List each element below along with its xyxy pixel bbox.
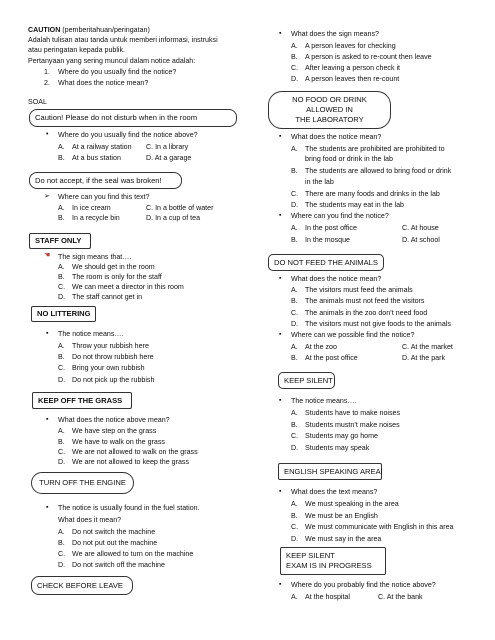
option: We must speaking in the area bbox=[305, 500, 399, 508]
option-letter: C. bbox=[58, 448, 66, 456]
option-letter: C. bbox=[291, 432, 299, 440]
option-letter: C. bbox=[291, 523, 299, 531]
question: The notice means…. bbox=[291, 397, 357, 405]
option-letter: B. bbox=[58, 214, 65, 222]
notice-box-no-littering: NO LITTERING bbox=[31, 306, 96, 322]
square-bullet-icon: ▪ bbox=[279, 133, 282, 140]
option: The students are allowed to bring food or drink bbox=[305, 167, 452, 175]
intro-item: What does the notice mean? bbox=[58, 79, 149, 87]
option-letter: C. bbox=[58, 283, 66, 291]
question: Where can you find the notice? bbox=[291, 212, 389, 220]
square-bullet-icon: ▪ bbox=[279, 30, 282, 37]
question: What does the notice mean? bbox=[291, 133, 382, 141]
option-letter: A. bbox=[58, 143, 65, 151]
square-bullet-icon: ▪ bbox=[46, 416, 49, 423]
option-letter: A. bbox=[58, 263, 65, 271]
intro-item-number: 1. bbox=[44, 68, 50, 76]
option: The animals must not feed the visitors bbox=[305, 297, 425, 305]
option: In a recycle bin bbox=[72, 214, 120, 222]
option-letter: B. bbox=[291, 167, 298, 175]
option-letter: D. bbox=[291, 444, 299, 452]
notice-box-turn-off-engine: TURN OFF THE ENGINE bbox=[31, 472, 134, 494]
option-letter: A. bbox=[291, 500, 298, 508]
intro-title-rest: (pemberitahuan/peringatan) bbox=[60, 26, 150, 34]
option: We must say in the area bbox=[305, 535, 382, 543]
option-letter: C. bbox=[291, 309, 299, 317]
question: What does the notice mean? bbox=[291, 275, 382, 283]
question: Where do you probably find the notice above? bbox=[291, 581, 436, 589]
option: In the mosque bbox=[305, 236, 350, 244]
option-letter: B. bbox=[58, 353, 65, 361]
square-bullet-icon: ▪ bbox=[46, 330, 49, 337]
option: A person leaves then re-count bbox=[305, 75, 400, 83]
option: At a railway station bbox=[72, 143, 132, 151]
option: Students have to make noises bbox=[305, 409, 401, 417]
arrow-bullet-icon: ➢ bbox=[44, 193, 50, 200]
question-continued: What does it mean? bbox=[58, 516, 122, 524]
option: We have step on the grass bbox=[72, 427, 157, 435]
notice-box-seal: Do not accept, if the seal was broken! bbox=[29, 172, 182, 189]
notice-box-no-food-or-drink: NO FOOD OR DRINK ALLOWED IN THE LABORATORY bbox=[268, 91, 391, 129]
intro-title: CAUTION bbox=[28, 26, 61, 34]
option: There are many foods and drinks in the lab bbox=[305, 190, 440, 198]
notice-box-exam-in-progress: KEEP SILENT EXAM IS IN PROGRESS bbox=[280, 547, 386, 575]
option-continued: in the lab bbox=[305, 178, 334, 186]
option-letter: C. bbox=[291, 190, 299, 198]
option-letter: D. bbox=[58, 561, 66, 569]
soal-heading: SOAL bbox=[28, 98, 47, 106]
option: D. In a cup of tea bbox=[146, 214, 201, 222]
question: The notice is usually found in the fuel station. bbox=[58, 504, 200, 512]
option: Do not put out the machine bbox=[72, 539, 158, 547]
option: The visitors must not give foods to the animals bbox=[305, 320, 451, 328]
option-letter: B. bbox=[291, 236, 298, 244]
question: What does the notice above mean? bbox=[58, 416, 170, 424]
intro-line: Pertanyaan yang sering muncul dalam notice adalah: bbox=[28, 57, 196, 65]
square-bullet-icon: ▪ bbox=[279, 581, 282, 588]
option-letter: D. bbox=[58, 458, 66, 466]
option-letter: A. bbox=[291, 145, 298, 153]
option-letter: C. bbox=[291, 64, 299, 72]
option: The room is only for the staff bbox=[72, 273, 162, 281]
option-letter: A. bbox=[291, 42, 298, 50]
option: We can meet a director in this room bbox=[72, 283, 184, 291]
hand-pointer-icon: ☚ bbox=[44, 252, 51, 259]
option: At the post office bbox=[305, 354, 358, 362]
option: The animals in the zoo don’t need food bbox=[305, 309, 428, 317]
option-letter: A. bbox=[58, 342, 65, 350]
option-letter: A. bbox=[58, 528, 65, 536]
option: We must communicate with English in this area bbox=[305, 523, 454, 531]
option: The students are prohibited are prohibited to bbox=[305, 145, 445, 153]
question: Where can we possible find the notice? bbox=[291, 331, 415, 339]
option: At a bus station bbox=[72, 154, 121, 162]
square-bullet-icon: ▪ bbox=[279, 397, 282, 404]
option: D. At school bbox=[402, 236, 440, 244]
option: Students may go home bbox=[305, 432, 378, 440]
notice-box-caution: Caution! Please do not disturb when in the room bbox=[29, 109, 237, 127]
option: The students may eat in the lab bbox=[305, 201, 404, 209]
question: Where do you usually find the notice above? bbox=[58, 131, 198, 139]
option: C. At house bbox=[402, 224, 439, 232]
option: The visitors must feed the animals bbox=[305, 286, 413, 294]
option-letter: D. bbox=[58, 293, 66, 301]
option: Do not pick up the rubbish bbox=[72, 376, 155, 384]
option: Do not throw rubbish here bbox=[72, 353, 154, 361]
notice-box-do-not-feed: DO NOT FEED THE ANIMALS bbox=[268, 254, 384, 271]
bullet-dot-icon: • bbox=[46, 131, 49, 138]
option: We have to walk on the grass bbox=[72, 438, 165, 446]
option: After leaving a person check it bbox=[305, 64, 401, 72]
option: Bring your own rubbish bbox=[72, 364, 145, 372]
option-letter: B. bbox=[58, 539, 65, 547]
question: The notice means…. bbox=[58, 330, 124, 338]
option-letter: D. bbox=[291, 201, 299, 209]
notice-box-keep-off-grass: KEEP OFF THE GRASS bbox=[32, 392, 132, 409]
option-letter: D. bbox=[291, 535, 299, 543]
intro-line: Adalah tulisan atau tanda untuk memberi informasi, instruksi bbox=[28, 36, 218, 44]
option-letter: C. bbox=[58, 550, 66, 558]
option: D. At a garage bbox=[146, 154, 192, 162]
option: Do not switch off the machine bbox=[72, 561, 165, 569]
square-bullet-icon: ▪ bbox=[279, 275, 282, 282]
option-letter: A. bbox=[291, 409, 298, 417]
option: In the post office bbox=[305, 224, 357, 232]
option-letter: D. bbox=[58, 376, 66, 384]
option: D. At the park bbox=[402, 354, 445, 362]
option: At the hospital bbox=[305, 593, 350, 601]
option: In ice cream bbox=[72, 204, 111, 212]
notice-box-keep-silent: KEEP SILENT bbox=[278, 372, 335, 389]
option: A person is asked to re-count then leave bbox=[305, 53, 432, 61]
option: Students may speak bbox=[305, 444, 370, 452]
option: We must be an English bbox=[305, 512, 378, 520]
option: C. At the market bbox=[402, 343, 453, 351]
question: What does the text means? bbox=[291, 488, 378, 496]
intro-item: Where do you usually find the notice? bbox=[58, 68, 177, 76]
option: We are not allowed to keep the grass bbox=[72, 458, 189, 466]
option-letter: B. bbox=[291, 297, 298, 305]
option-letter: A. bbox=[58, 427, 65, 435]
square-bullet-icon: ▪ bbox=[279, 212, 282, 219]
option: At the zoo bbox=[305, 343, 337, 351]
option-letter: D. bbox=[291, 75, 299, 83]
notice-box-english-speaking: ENGLISH SPEAKING AREA! bbox=[278, 463, 382, 480]
intro-item-number: 2. bbox=[44, 79, 50, 87]
option: We are not allowed to walk on the grass bbox=[72, 448, 198, 456]
square-bullet-icon: ▪ bbox=[279, 331, 282, 338]
option-letter: B. bbox=[291, 53, 298, 61]
notice-box-check-before-leave: CHECK BEFORE LEAVE bbox=[31, 576, 133, 595]
option-letter: A. bbox=[291, 593, 298, 601]
option: Do not switch the machine bbox=[72, 528, 156, 536]
option-continued: bring food or drink in the lab bbox=[305, 155, 393, 163]
option-letter: C. bbox=[58, 364, 66, 372]
question: Where can you find this text? bbox=[58, 193, 150, 201]
notice-box-staff-only: STAFF ONLY bbox=[29, 233, 91, 249]
square-bullet-icon: ▪ bbox=[279, 488, 282, 495]
option: C. At the bank bbox=[378, 593, 423, 601]
option-letter: B. bbox=[58, 154, 65, 162]
intro-heading bbox=[28, 26, 150, 35]
option-letter: A. bbox=[291, 224, 298, 232]
option: We should get in the room bbox=[72, 263, 155, 271]
question: The sign means that…. bbox=[58, 253, 132, 261]
option-letter: B. bbox=[291, 354, 298, 362]
option-letter: B. bbox=[58, 438, 65, 446]
intro-line: atau peringatan kepada publik. bbox=[28, 46, 126, 54]
option: We are allowed to turn on the machine bbox=[72, 550, 194, 558]
option-letter: B. bbox=[291, 421, 298, 429]
option: Students mustn’t make noises bbox=[305, 421, 400, 429]
question: What does the sign means? bbox=[291, 30, 379, 38]
option-letter: B. bbox=[58, 273, 65, 281]
option: The staff cannot get in bbox=[72, 293, 143, 301]
option-letter: B. bbox=[291, 512, 298, 520]
option-letter: D. bbox=[291, 320, 299, 328]
option: C. In a library bbox=[146, 143, 189, 151]
option: C. In a bottle of water bbox=[146, 204, 214, 212]
option-letter: A. bbox=[291, 343, 298, 351]
option: A person leaves for checking bbox=[305, 42, 396, 50]
option-letter: A. bbox=[291, 286, 298, 294]
square-bullet-icon: ▪ bbox=[46, 504, 49, 511]
option: Throw your rubbish here bbox=[72, 342, 149, 350]
option-letter: A. bbox=[58, 204, 65, 212]
